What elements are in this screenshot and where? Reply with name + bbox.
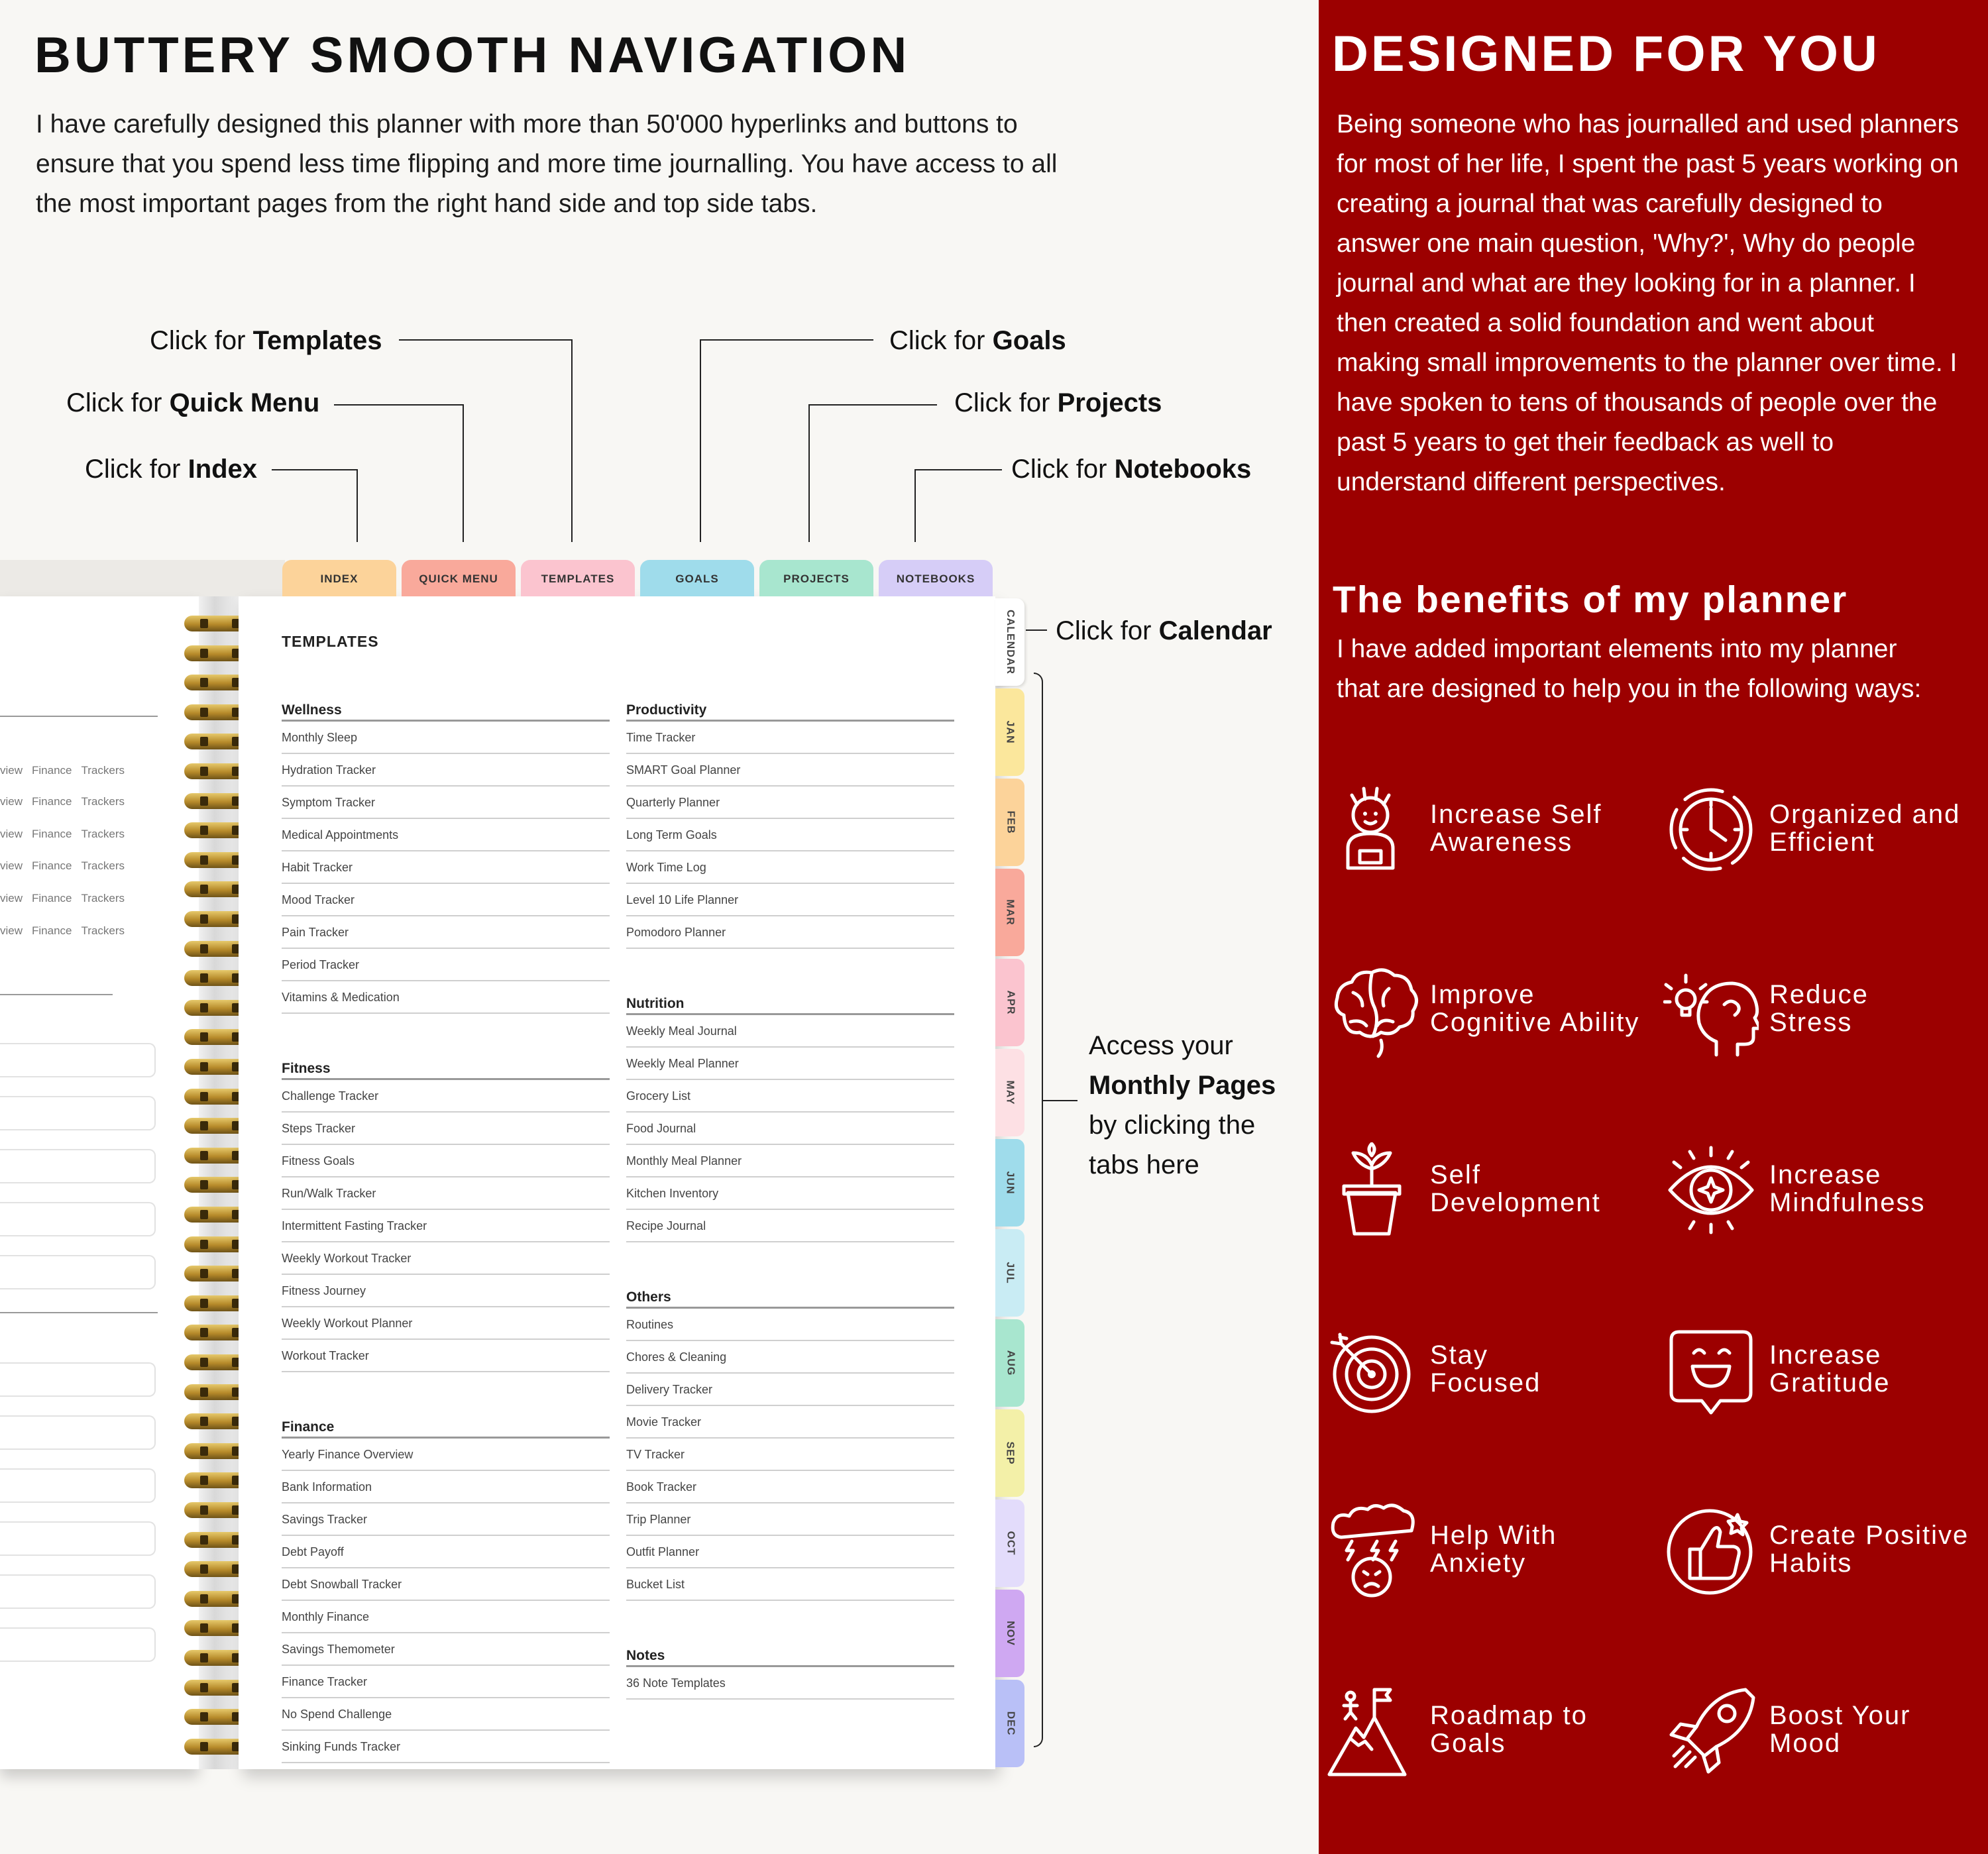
connector-line: [399, 339, 573, 341]
callout-goals: Click for Goals: [889, 326, 1066, 355]
template-link[interactable]: Steps Tracker: [282, 1113, 610, 1145]
section-nutrition: [626, 993, 954, 1242]
benefit-label: [1769, 800, 1960, 856]
tab-label: MAR: [1005, 899, 1016, 926]
tab-sep[interactable]: [995, 1409, 1024, 1497]
template-link[interactable]: Vitamins & Medication: [282, 981, 610, 1014]
connector-line: [334, 404, 464, 406]
benefit-item: [1324, 1323, 1655, 1429]
tab-nov[interactable]: [995, 1590, 1024, 1677]
tab-may[interactable]: [995, 1049, 1024, 1136]
callout-calendar: Click for Calendar: [1056, 616, 1272, 645]
template-link[interactable]: Sinking Funds Tracker: [282, 1731, 610, 1763]
tab-label: JAN: [1004, 720, 1016, 744]
section-heading: Notes: [626, 1645, 954, 1667]
benefit-label-line: Habits: [1769, 1549, 1853, 1578]
section-heading: Others: [626, 1286, 954, 1309]
benefit-item: [1663, 1142, 1988, 1248]
section-gap: [626, 1242, 954, 1286]
template-link[interactable]: Quarterly Planner: [626, 787, 954, 819]
template-link[interactable]: Period Tracker: [282, 949, 610, 981]
template-link[interactable]: Weekly Meal Planner: [626, 1048, 954, 1080]
tab-notebooks[interactable]: NOTEBOOKS: [879, 560, 993, 596]
templates-column-1: [282, 699, 610, 1763]
lightbulb-head-icon: [1663, 962, 1759, 1062]
planner-mockup: [0, 560, 1034, 1772]
tab-jan[interactable]: [995, 688, 1024, 776]
tab-label: JUL: [1004, 1262, 1016, 1284]
section-heading: Nutrition: [626, 993, 954, 1015]
navigation-intro: I have carefully designed this planner with more than 50'000 hyperlinks and buttons to ensure that you spend less time flipping and more time journalling. You have access to all the most important pages from the right hand side and top side tabs.: [36, 110, 1058, 218]
empty-field: [0, 1415, 156, 1450]
template-link[interactable]: Intermittent Fasting Tracker: [282, 1210, 610, 1242]
nav-row: view Finance Trackers: [0, 924, 125, 937]
benefit-label-line: Increase Self: [1430, 800, 1602, 829]
tab-label: NOV: [1004, 1621, 1016, 1646]
section-heading: Finance: [282, 1416, 610, 1439]
benefit-label-line: Gratitude: [1769, 1368, 1891, 1397]
template-link[interactable]: Savings Themometer: [282, 1633, 610, 1666]
tab-quick-menu[interactable]: QUICK MENU: [402, 560, 516, 596]
self-awareness-icon: [1324, 782, 1419, 881]
template-link[interactable]: Symptom Tracker: [282, 787, 610, 819]
benefit-label: [1430, 1521, 1557, 1577]
section-heading: Fitness: [282, 1058, 610, 1080]
template-link[interactable]: Outfit Planner: [626, 1536, 954, 1568]
benefit-label: [1430, 800, 1602, 856]
designed-paragraph: Being someone who has journalled and used planners for most of her life, I spent the past 5 years working on creating a journal that was carefully designed to answer one main question, 'Why?', Why do people journal and what are they looking for in a planner. I then created a solid foundation and went about making small improvements to the planner over time. I have spoken to tens of thousands of people over the past 5 years to get their feedback as well to understand different perspectives.: [1337, 110, 1959, 496]
connector-line: [914, 469, 1002, 470]
tab-label: AUG: [1005, 1350, 1016, 1376]
section-wellness: [282, 699, 610, 1014]
benefit-item: [1663, 962, 1988, 1068]
nav-row: view Finance Trackers: [0, 859, 125, 872]
benefit-item: [1663, 782, 1988, 888]
benefit-label: [1769, 1702, 1911, 1757]
callout-monthly-pages: Access your Monthly Pages by clicking the tabs here: [1089, 1031, 1276, 1179]
template-link[interactable]: Trip Planner: [626, 1503, 954, 1536]
section-fitness: [282, 1058, 610, 1372]
benefit-label: [1430, 1702, 1588, 1757]
benefit-label: [1769, 1521, 1969, 1577]
tab-dec[interactable]: [995, 1680, 1024, 1767]
empty-field: [0, 1149, 156, 1183]
empty-field: [0, 1521, 156, 1556]
tab-label: FEB: [1005, 810, 1016, 834]
template-link[interactable]: SMART Goal Planner: [626, 754, 954, 787]
tab-label: CALENDAR: [1005, 610, 1016, 675]
empty-field: [0, 1202, 156, 1236]
plant-pot-icon: [1324, 1142, 1419, 1242]
nav-row: view Finance Trackers: [0, 764, 125, 777]
connector-line: [808, 404, 937, 406]
connector-line: [700, 339, 701, 542]
benefit-label-line: Mindfulness: [1769, 1188, 1926, 1217]
benefit-item: [1663, 1323, 1988, 1429]
smile-bubble-icon: [1663, 1323, 1759, 1422]
section-gap: [626, 1601, 954, 1645]
benefit-item: [1663, 1683, 1988, 1789]
benefit-label-line: Cognitive Ability: [1430, 1008, 1640, 1037]
empty-field: [0, 1043, 156, 1077]
month-tabs-bracket: [1034, 673, 1043, 1747]
section-notes: [626, 1645, 954, 1700]
benefit-item: [1324, 782, 1655, 888]
benefit-label-line: Stay: [1430, 1340, 1489, 1370]
page-title: TEMPLATES: [282, 633, 379, 650]
template-link[interactable]: Habit Tracker: [282, 851, 610, 884]
benefit-label-line: Awareness: [1430, 828, 1573, 857]
benefit-label-line: Mood: [1769, 1729, 1842, 1758]
template-link[interactable]: Finance Tracker: [282, 1666, 610, 1698]
tab-feb[interactable]: [995, 779, 1024, 866]
section-heading: Productivity: [626, 699, 954, 722]
benefit-label: [1430, 1341, 1541, 1397]
template-link[interactable]: Run/Walk Tracker: [282, 1177, 610, 1210]
callout-projects: Click for Projects: [954, 388, 1162, 417]
section-gap: [626, 949, 954, 993]
callout-notebooks: Click for Notebooks: [1011, 455, 1252, 484]
tab-projects[interactable]: PROJECTS: [759, 560, 873, 596]
template-link[interactable]: Savings Tracker: [282, 1503, 610, 1536]
nav-row: view Finance Trackers: [0, 892, 125, 904]
section-finance: [282, 1416, 610, 1763]
callout-templates: Click for Templates: [150, 326, 382, 355]
template-link[interactable]: Debt Payoff: [282, 1536, 610, 1568]
template-link[interactable]: Fitness Journey: [282, 1275, 610, 1307]
template-link[interactable]: TV Tracker: [626, 1439, 954, 1471]
nav-row: view Finance Trackers: [0, 795, 125, 808]
templates-column-2: [626, 699, 954, 1700]
section-gap: [282, 1372, 610, 1416]
template-link[interactable]: Bank Information: [282, 1471, 610, 1503]
mountain-flag-icon: [1324, 1683, 1419, 1782]
benefits-intro: I have added important elements into my planner that are designed to help you in the following ways:: [1337, 635, 1922, 703]
benefit-label-line: Efficient: [1769, 828, 1875, 857]
tab-jun[interactable]: [995, 1139, 1024, 1227]
template-link[interactable]: Food Journal: [626, 1113, 954, 1145]
template-link[interactable]: Time Tracker: [626, 722, 954, 754]
benefit-label-line: Focused: [1430, 1368, 1541, 1397]
tab-label: MAY: [1005, 1080, 1016, 1105]
benefit-label-line: Organized and: [1769, 800, 1961, 829]
benefit-label-line: Goals: [1430, 1729, 1506, 1758]
benefit-label-line: Development: [1430, 1188, 1601, 1217]
navigation-heading: BUTTERY SMOOTH NAVIGATION: [34, 27, 911, 83]
template-link[interactable]: Long Term Goals: [626, 819, 954, 851]
template-link[interactable]: Movie Tracker: [626, 1406, 954, 1439]
template-link[interactable]: Mood Tracker: [282, 884, 610, 916]
connector-line: [463, 404, 464, 542]
page-edge: [0, 560, 285, 596]
tab-index[interactable]: INDEX: [282, 560, 396, 596]
template-link[interactable]: No Spend Challenge: [282, 1698, 610, 1731]
callout-index: Click for Index: [85, 455, 258, 484]
divider: [0, 1312, 158, 1313]
template-link[interactable]: Debt Snowball Tracker: [282, 1568, 610, 1601]
tab-aug[interactable]: [995, 1319, 1024, 1407]
tab-apr[interactable]: [995, 959, 1024, 1046]
template-link[interactable]: Weekly Meal Journal: [626, 1015, 954, 1048]
template-link[interactable]: Hydration Tracker: [282, 754, 610, 787]
benefit-label-line: Improve: [1430, 980, 1535, 1009]
designed-heading: DESIGNED FOR YOU: [1332, 26, 1880, 82]
template-link[interactable]: Workout Tracker: [282, 1340, 610, 1372]
benefits-heading: The benefits of my planner: [1333, 578, 1848, 621]
eye-icon: [1663, 1142, 1759, 1242]
template-link[interactable]: Weekly Workout Tracker: [282, 1242, 610, 1275]
template-link[interactable]: Yearly Finance Overview: [282, 1439, 610, 1471]
benefit-label-line: Help With: [1430, 1521, 1557, 1550]
section-gap: [282, 1014, 610, 1058]
target-icon: [1324, 1323, 1419, 1422]
empty-field: [0, 1362, 156, 1397]
template-link[interactable]: Chores & Cleaning: [626, 1341, 954, 1374]
benefit-label-line: Self: [1430, 1160, 1481, 1189]
template-link[interactable]: Challenge Tracker: [282, 1080, 610, 1113]
tab-label: SEP: [1004, 1441, 1016, 1465]
callout-quick-menu: Click for Quick Menu: [66, 388, 320, 417]
benefit-label: [1430, 1161, 1601, 1217]
nav-row: view Finance Trackers: [0, 828, 125, 840]
section-productivity: [626, 699, 954, 949]
template-link[interactable]: Fitness Goals: [282, 1145, 610, 1177]
template-link[interactable]: Delivery Tracker: [626, 1374, 954, 1406]
benefit-label: [1769, 1341, 1891, 1397]
rocket-icon: [1663, 1683, 1759, 1782]
benefit-item: [1324, 1503, 1655, 1609]
template-link[interactable]: Level 10 Life Planner: [626, 884, 954, 916]
benefit-label-line: Create Positive: [1769, 1521, 1969, 1550]
template-link[interactable]: Monthly Sleep: [282, 722, 610, 754]
section-heading: Wellness: [282, 699, 610, 722]
connector-line: [914, 469, 916, 542]
tab-label: OCT: [1005, 1531, 1016, 1556]
tab-jul[interactable]: [995, 1229, 1024, 1317]
storm-face-icon: [1324, 1503, 1419, 1602]
benefit-label-line: Reduce: [1769, 980, 1869, 1009]
template-link[interactable]: Weekly Workout Planner: [282, 1307, 610, 1340]
benefit-item: [1324, 1142, 1655, 1248]
tab-calendar[interactable]: [995, 598, 1024, 686]
brain-icon: [1324, 962, 1419, 1062]
template-link[interactable]: Work Time Log: [626, 851, 954, 884]
empty-field: [0, 1096, 156, 1130]
template-link[interactable]: Kitchen Inventory: [626, 1177, 954, 1210]
template-link[interactable]: Bucket List: [626, 1568, 954, 1601]
tab-templates[interactable]: TEMPLATES: [521, 560, 635, 596]
connector-line: [571, 339, 573, 542]
thumbs-up-icon: [1663, 1503, 1759, 1602]
template-link[interactable]: 36 Note Templates: [626, 1667, 954, 1700]
tab-mar[interactable]: [995, 869, 1024, 956]
benefit-label: [1769, 1161, 1925, 1217]
section-others: [626, 1286, 954, 1601]
connector-line: [700, 339, 873, 341]
template-link[interactable]: Monthly Meal Planner: [626, 1145, 954, 1177]
template-link[interactable]: Pain Tracker: [282, 916, 610, 949]
empty-field: [0, 1627, 156, 1662]
benefit-item: [1663, 1503, 1988, 1609]
benefit-label-line: Stress: [1769, 1008, 1853, 1037]
tab-goals[interactable]: GOALS: [640, 560, 754, 596]
benefit-label: [1769, 981, 1869, 1036]
benefit-label-line: Increase: [1769, 1340, 1882, 1370]
benefit-label-line: Increase: [1769, 1160, 1882, 1189]
connector-line: [808, 404, 810, 542]
template-link[interactable]: Pomodoro Planner: [626, 916, 954, 949]
benefit-label-line: Anxiety: [1430, 1549, 1527, 1578]
template-link[interactable]: Monthly Finance: [282, 1601, 610, 1633]
benefit-item: [1324, 1683, 1655, 1789]
clock-icon: [1663, 782, 1759, 881]
divider: [0, 994, 113, 995]
benefit-item: [1324, 962, 1655, 1068]
benefit-label: [1430, 981, 1639, 1036]
connector-line: [1042, 1100, 1077, 1101]
templates-page: [239, 596, 995, 1769]
benefit-label-line: Roadmap to: [1430, 1701, 1588, 1730]
tab-label: APR: [1005, 990, 1016, 1015]
tab-label: JUN: [1004, 1171, 1016, 1195]
empty-field: [0, 1255, 156, 1289]
template-link[interactable]: Medical Appointments: [282, 819, 610, 851]
right-panel: [1319, 0, 1988, 1854]
tab-label: DEC: [1005, 1711, 1016, 1736]
left-page: [0, 596, 199, 1769]
template-link[interactable]: Routines: [626, 1309, 954, 1341]
empty-field: [0, 1574, 156, 1609]
template-link[interactable]: Grocery List: [626, 1080, 954, 1113]
benefit-label-line: Boost Your: [1769, 1701, 1911, 1730]
connector-line: [272, 469, 358, 470]
divider: [0, 716, 158, 717]
template-link[interactable]: Recipe Journal: [626, 1210, 954, 1242]
connector-line: [357, 469, 358, 542]
template-link[interactable]: Book Tracker: [626, 1471, 954, 1503]
tab-oct[interactable]: [995, 1500, 1024, 1587]
empty-field: [0, 1468, 156, 1503]
